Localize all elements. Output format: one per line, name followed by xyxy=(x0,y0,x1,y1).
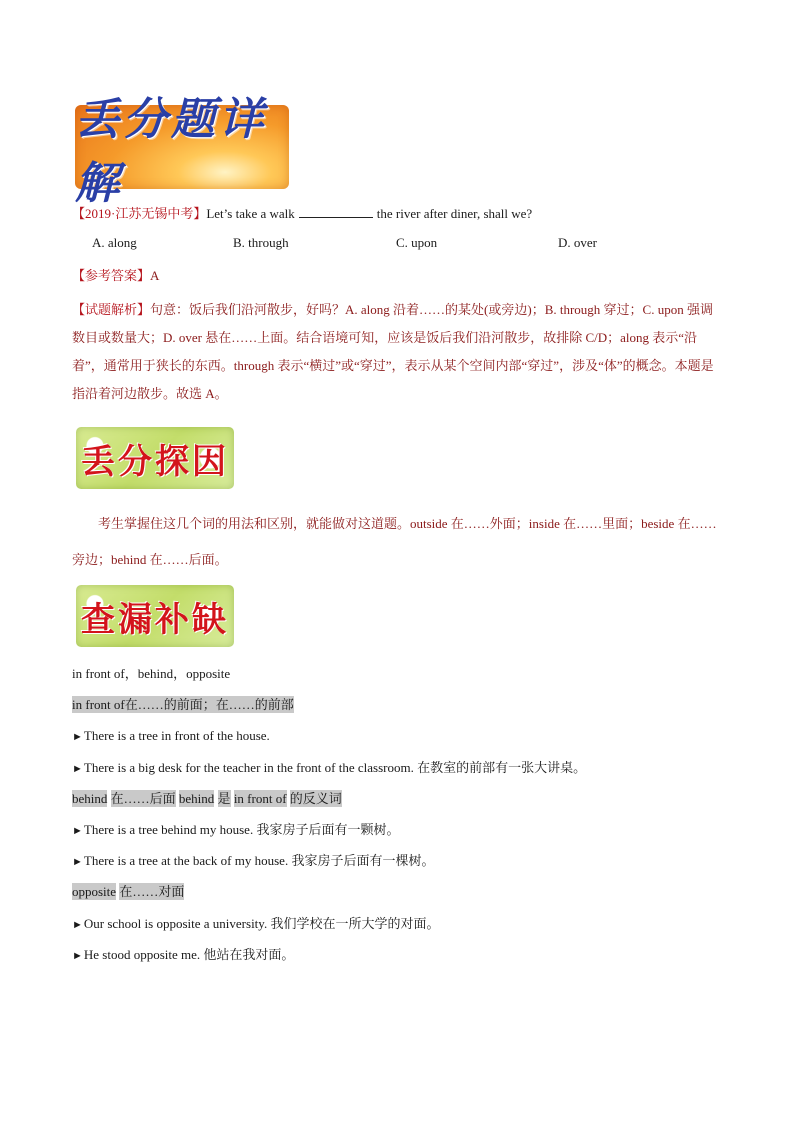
term-highlight: behind xyxy=(72,791,108,806)
example-4 xyxy=(72,851,434,872)
term-highlight: opposite xyxy=(72,884,117,899)
example-5 xyxy=(72,914,439,935)
banner-mistake-cause xyxy=(76,427,234,489)
answer-line xyxy=(72,266,159,286)
banner-title: 丢分题详解 xyxy=(75,94,267,209)
meaning-highlight: 在……对面 xyxy=(119,884,185,899)
option-a: A. along xyxy=(92,235,137,250)
term-highlight: in front of xyxy=(233,791,287,806)
example-2 xyxy=(72,758,586,779)
example-text: There is a big desk for the teacher in the front of the classroom. 在教室的前部有一张大讲桌。 xyxy=(83,760,587,775)
analysis-label: 【试题解析】 xyxy=(72,302,151,317)
heading-behind xyxy=(72,789,342,809)
question-source: 【2019·江苏无锡中考】 xyxy=(72,206,207,221)
triangle-bullet-icon: ► xyxy=(72,856,83,868)
example-text: He stood opposite me. 他站在我对面。 xyxy=(83,947,295,962)
banner-title: 查漏补缺 xyxy=(81,599,229,640)
analysis-text: 句意：饭后我们沿河散步，好吗？A. along 沿着……的某处(或旁边)；B. through 穿过；C. upon 强调数目或数量大；D. over 悬在……上面。结合语境可知，应该是饭后我们沿河散步，故排除 C/D；along 表示“沿着”，通常用于狭长的东西。through 表示“横过”或“穿过”，表示从某个空间内部“穿过”，涉及“体”的概念。本题是指沿着河边散步。故选 A。 xyxy=(72,302,714,401)
banner-mistake-explained xyxy=(75,94,289,209)
review-title: in front of，behind，opposite xyxy=(72,666,231,681)
example-text: There is a tree in front of the house. xyxy=(83,728,270,743)
option-b: B. through xyxy=(233,235,289,250)
is-highlight: 是 xyxy=(217,791,231,806)
analysis-paragraph xyxy=(72,296,722,408)
meaning-highlight: 在……的前面；在……的前部 xyxy=(124,697,294,712)
meaning-highlight: 在……后面 xyxy=(110,791,176,806)
question-text-before: Let’s take a walk xyxy=(206,206,295,221)
example-text: There is a tree behind my house. 我家房子后面有一颗树。 xyxy=(83,822,400,837)
answer-blank xyxy=(299,204,373,218)
example-6 xyxy=(72,945,294,966)
term-highlight: behind xyxy=(178,791,215,806)
option-d: D. over xyxy=(558,235,597,250)
triangle-bullet-icon: ► xyxy=(72,950,83,962)
triangle-bullet-icon: ► xyxy=(72,825,83,837)
answer-value: A xyxy=(150,268,160,283)
reason-paragraph: 考生掌握住这几个词的用法和区别，就能做对这道题。outside 在……外面；inside 在……里面；beside 在……旁边；behind 在……后面。 xyxy=(72,516,717,567)
question-text-after: the river after diner, shall we? xyxy=(376,206,533,221)
heading-in-front-of xyxy=(72,695,294,715)
example-1 xyxy=(72,726,270,747)
question-line xyxy=(72,204,532,224)
option-c: C. upon xyxy=(396,235,438,250)
banner-title: 丢分探因 xyxy=(81,441,229,482)
example-text: Our school is opposite a university. 我们学校在一所大学的对面。 xyxy=(83,916,440,931)
relation-highlight: 的反义词 xyxy=(289,791,342,806)
triangle-bullet-icon: ► xyxy=(72,919,83,931)
example-3 xyxy=(72,820,399,841)
term-highlight: in front of xyxy=(72,697,125,712)
triangle-bullet-icon: ► xyxy=(72,763,83,775)
answer-label: 【参考答案】 xyxy=(72,268,151,283)
example-text: There is a tree at the back of my house. 我家房子后面有一棵树。 xyxy=(83,853,435,868)
triangle-bullet-icon: ► xyxy=(72,731,83,743)
heading-opposite xyxy=(72,882,184,902)
banner-review xyxy=(76,585,234,647)
